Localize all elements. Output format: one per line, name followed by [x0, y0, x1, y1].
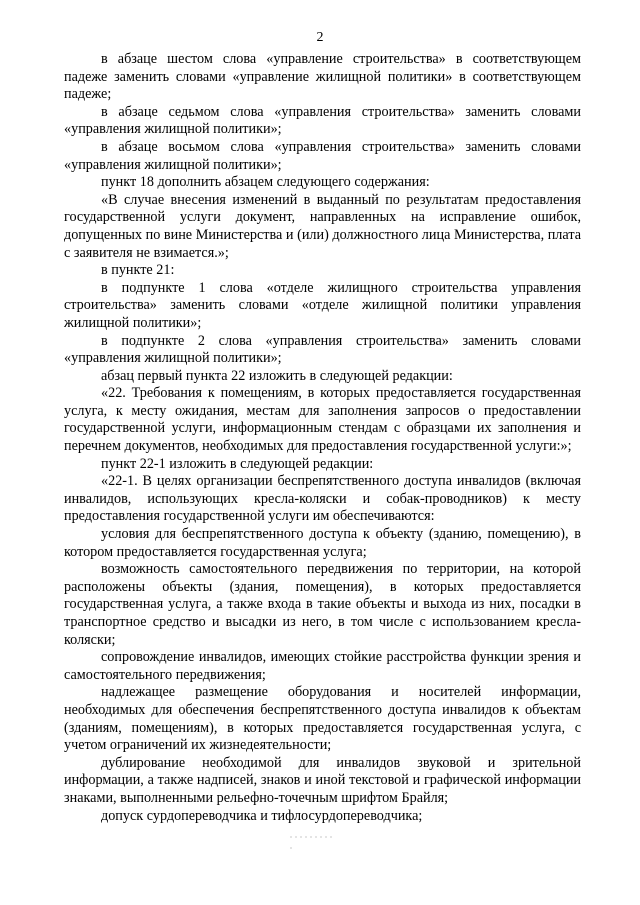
page-number: 2	[316, 30, 324, 45]
paragraph: в пункте 21:	[101, 262, 175, 279]
paragraph: в абзаце седьмом слова «управления строительства» заменить словами «управления жилищной политики»;	[64, 103, 581, 138]
paragraph: надлежащее размещение оборудования и носителей информации, необходимых для обеспечения беспрепятственного доступа инвалидов к объектам (зданиям, помещениям), в которых предоставляется государственная услуга, с учетом ограничений их жизнедеятельности;	[64, 684, 581, 754]
paragraph: пункт 22-1 изложить в следующей редакции:	[101, 455, 374, 472]
paragraph: условия для беспрепятственного доступа к объекту (зданию, помещению), в котором предоставляется государственная услуга;	[64, 526, 581, 560]
paragraph: дублирование необходимой для инвалидов звуковой и зрительной информации, а также надписей, знаков и иной текстовой и графической информации знаками, выполненными рельефно-точечным шрифтом Брайля;	[64, 754, 581, 806]
paragraph: «22-1. В целях организации беспрепятственного доступа инвалидов (включая инвалидов, использующих кресла-коляски и собак-проводников) к месту предоставления государственной услуги им обеспечиваются:	[64, 473, 581, 525]
paragraph: «22. Требования к помещениям, в которых предоставляется государственная услуга, к месту ожидания, местам для заполнения запросов о предоставлении государственной услуги, информационным стендам с образцами их заполнения и перечнем документов, необходимых для предоставления государственной услуги:»;	[64, 385, 581, 455]
document-body	[64, 51, 581, 825]
paragraph: допуск сурдопереводчика и тифлосурдопереводчика;	[101, 807, 423, 824]
paragraph: сопровождение инвалидов, имеющих стойкие расстройства функции зрения и самостоятельного передвижения;	[64, 649, 581, 683]
paragraph: пункт 18 дополнить абзацем следующего содержания:	[101, 174, 430, 191]
paragraph: в абзаце восьмом слова «управления строительства» заменить словами «управления жилищной политики»;	[64, 138, 581, 173]
paragraph: в подпункте 2 слова «управления строительства» заменить словами «управления жилищной политики»;	[64, 332, 581, 367]
paragraph: в подпункте 1 слова «отделе жилищного строительства управления строительства» заменить словами «отделе жилищной политики управления жилищной политики»;	[64, 279, 581, 331]
paragraph: «В случае внесения изменений в выданный по результатам предоставления государственной услуги документ, направленных на исправление ошибок, допущенных по вине Министерства и (или) должностного лица Министерства, плата с заявителя не взимается.»;	[64, 191, 581, 261]
scan-speckle	[290, 836, 334, 856]
paragraph: в абзаце шестом слова «управление строительства» в соответствующем падеже заменить словами «управление жилищной политики» в соответствующем падеже;	[64, 51, 581, 103]
paragraph: абзац первый пункта 22 изложить в следующей редакции:	[101, 367, 453, 384]
paragraph: возможность самостоятельного передвижения по территории, на которой расположены объекты (здания, помещения), в которых предоставляется государственная услуга, а также входа в такие объекты и выхода из них, посадки в транспортное средство и высадки из него, в том числе с использованием кресла-коляски;	[64, 561, 581, 648]
